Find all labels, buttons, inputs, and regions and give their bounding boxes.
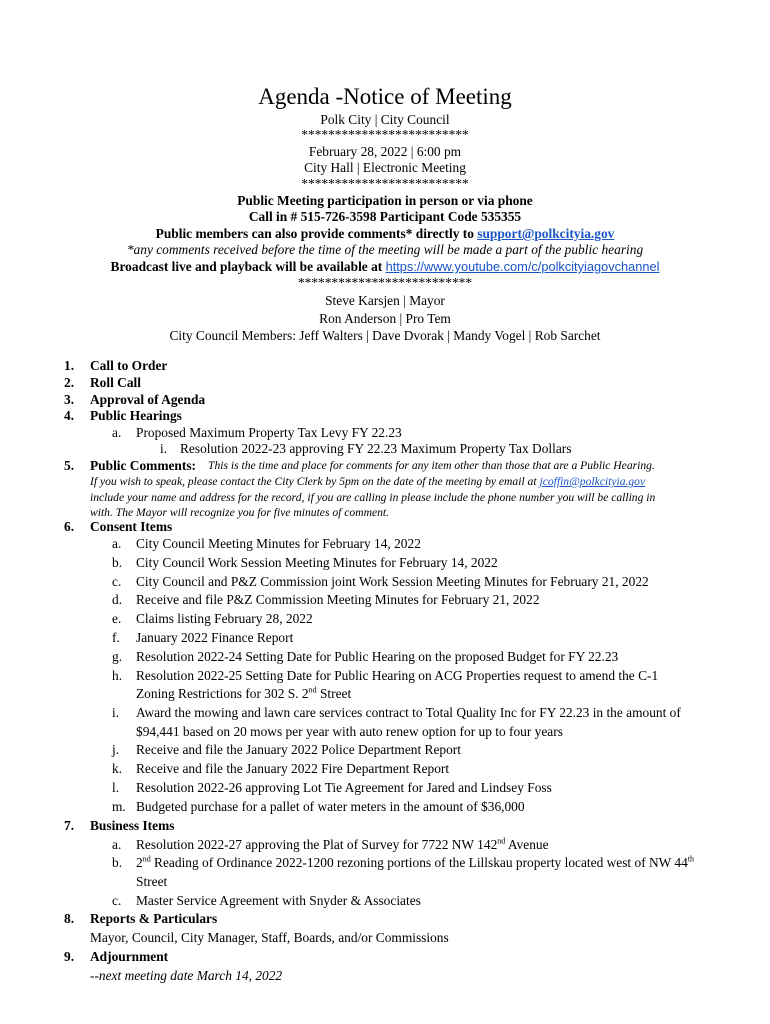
comments-line	[0, 226, 770, 243]
comments-note: *any comments received before the time of the meeting will be made a part of the public hearing	[126, 242, 644, 257]
clerk-email-link[interactable]: jcoffin@polkcityia.gov	[539, 475, 646, 488]
next-meeting-note: --next meeting date March 14, 2022	[90, 968, 283, 983]
meeting-location: City Hall | Electronic Meeting	[304, 160, 466, 175]
pro-tem-line: Ron Anderson | Pro Tem	[319, 311, 451, 326]
broadcast-line	[0, 259, 770, 276]
support-email-link[interactable]: support@polkcityia.gov	[477, 226, 615, 241]
comments-prefix: Public members can also provide comments* directly to	[155, 226, 478, 241]
meeting-date: February 28, 2022 | 6:00 pm	[308, 144, 462, 159]
org-line: Polk City | City Council	[320, 112, 450, 127]
divider-stars: *************************	[301, 176, 469, 191]
agenda-page: Agenda -Notice of Meeting Polk City | City Council ************************* February 28, 2022 | 6:00 pm City Hall | Electronic Meeting ************************* Public Meeting participation in person or via phone Call in # 515-726-3598 Participant Code 535355 Public members can also provide comments* directly to support@polkcityia.gov *any comments received before the time of the meeting will be made a part of the public hearing Broadcast live and playback will be available at https://www.youtube.com/c/polkcityiagovchannel ************************** Steve Karsjen | Mayor Ron Anderson | Pro Tem City Council Members: Jeff Walters | Dave Dvorak | Mandy Vogel | Rob Sarchet 1. Call to Order 2. Roll Call 3. Approval of Agenda 4. Public Hearings a. Proposed Maximum Property Tax Levy FY 22.23 i. Resolution 2022-23 approving FY 22.23 Maximum Property Tax Dollars 5. Public Comments: This is the time and place for comments for any item other than those that are a Public Hearing. If you wish to speak, please contact the City Clerk by 5pm on the date of the meeting by email at jcoffin@polkcityia.gov include your name and address for the record, if you are calling in please include the phone number you will be calling in with. The Mayor will recognize you for five minutes of comment. 6. Consent Items a. City Council Meeting Minutes for February 14, 2022 b. City Council Work Session Meeting Minutes for February 14, 2022 c. City Council and P&Z Commission joint Work Session Meeting Minutes for February 21, 2022 d. Receive and file P&Z Commission Meeting Minutes for February 21, 2022 e. Claims listing February 28, 2022 f. January 2022 Finance Report g. Resolution 2022-24 Setting Date for Public Hearing on the proposed Budget for FY 22.23 h. Resolution 2022-25 Setting Date for Public Hearing on ACG Properties request to amend the C-1 Zoning Restrictions for 302 S. 2nd Street i. Award the mowing and lawn care services contract to Total Quality Inc for FY 22.23 in the amount of $94,441 based on 20 mows per year with auto renew option for up to four years j. Receive and file the January 2022 Police Department Report k. Receive and file the January 2022 Fire Department Report l. Resolution 2022-26 approving Lot Tie Agreement for Jared and Lindsey Foss m. Budgeted purchase for a pallet of water meters in the amount of $36,000 7. Business Items a. Resolution 2022-27 approving the Plat of Survey for 7722 NW 142nd Avenue b. 2nd Reading of Ordinance 2022-1200 rezoning portions of the Lillskau property located west of NW 44th Street c. Master Service Agreement with Snyder & Associates 8. Reports & Particulars Mayor, Council, City Manager, Staff, Boards, and/or Commissions 9. Adjournment --next meeting date March 14, 2022	[0, 0, 770, 1024]
participation-line: Public Meeting participation in person or via phone	[237, 193, 533, 208]
call-in-line: Call in # 515-726-3598 Participant Code 535355	[248, 209, 522, 224]
reports-desc: Mayor, Council, City Manager, Staff, Boards, and/or Commissions	[90, 930, 449, 945]
council-members-line: City Council Members: Jeff Walters | Dave Dvorak | Mandy Vogel | Rob Sarchet	[169, 328, 601, 343]
youtube-channel-link[interactable]: https://www.youtube.com/c/polkcityiagovchannel	[385, 259, 660, 274]
divider-stars: *************************	[301, 127, 469, 142]
public-comments-desc: If you wish to speak, please contact the City Clerk by 5pm on the date of the meeting by email at jcoffin@polkcityia.gov	[90, 475, 646, 488]
public-comments-desc: with. The Mayor will recognize you for five minutes of comment.	[90, 506, 390, 519]
divider-stars: **************************	[297, 275, 473, 290]
public-comments-desc: include your name and address for the record, if you are calling in please include the phone number you will be calling in	[90, 491, 656, 504]
broadcast-prefix: Broadcast live and playback will be available at	[110, 259, 386, 274]
mayor-line: Steve Karsjen | Mayor	[325, 293, 445, 308]
page-title: Agenda -Notice of Meeting	[258, 84, 512, 109]
